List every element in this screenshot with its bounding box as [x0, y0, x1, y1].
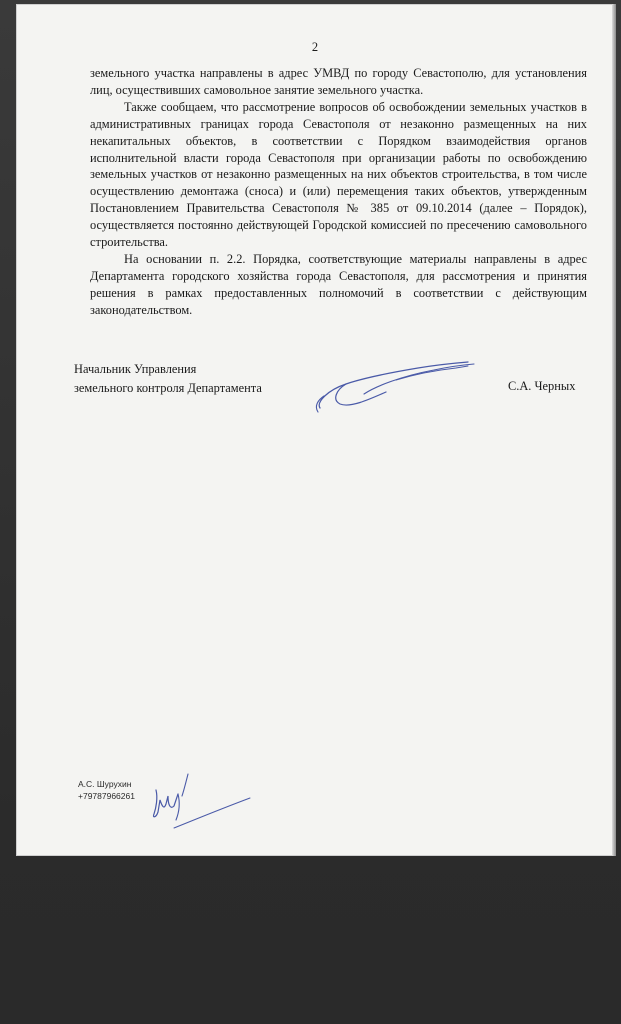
executor-name: А.С. Шурухин	[78, 779, 132, 789]
paragraph-materials-sent: На основании п. 2.2. Порядка, соответствующие материалы направлены в адрес Департамента городского хозяйства города Севастополя, для рассмотрения и принятия решения в рамках предоставленных полномочий в соответствии с действующим законодательством.	[90, 251, 587, 317]
document-page	[16, 4, 614, 856]
handwritten-signature	[306, 350, 486, 420]
executor-signature	[148, 770, 258, 832]
executor-info	[78, 778, 135, 802]
paragraph-continuation: земельного участка направлены в адрес УМВД по городу Севастополю, для установления лиц, осуществивших самовольное занятие земельного участка.	[90, 66, 587, 97]
letter-body	[90, 65, 587, 319]
signatory-title	[74, 360, 262, 398]
signatory-title-line-1: Начальник Управления	[74, 362, 197, 376]
paper-edge-shadow	[612, 4, 616, 856]
page-number: 2	[311, 40, 319, 54]
signatory-title-line-2: земельного контроля Департамента	[74, 381, 262, 395]
paragraph-commission: Также сообщаем, что рассмотрение вопросов об освобождении земельных участков в административных границах города Севастополя от незаконно размещенных на них некапитальных объектов, в соответствии с Порядком взаимодействия органов исполнительной власти города Севастополя при организации работы по освобождению земельных участков от незаконно размещенных на них объектов строительства, в том числе осуществлению демонтажа (сноса) и (или) перемещения таких объектов, утвержденным Постановлением Правительства Севастополя № 385 от 09.10.2014 (далее – Порядок), осуществляется постоянно действующей Городской комиссией по пресечению самовольного строительства.	[90, 99, 587, 250]
signatory-name: С.А. Черных	[508, 379, 576, 393]
executor-phone: +79787966261	[78, 791, 135, 801]
